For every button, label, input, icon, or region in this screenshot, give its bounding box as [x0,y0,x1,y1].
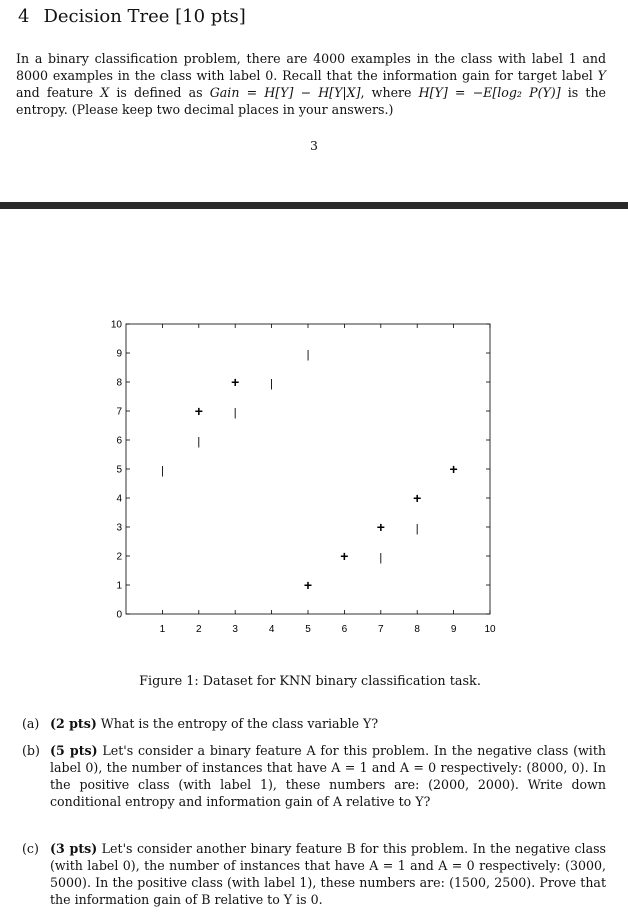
intro-text-4: , where [360,85,419,100]
section-title: Decision Tree [10 pts] [43,6,246,27]
x-tick-label: 10 [484,624,496,635]
y-tick-label: 2 [116,551,122,563]
question-b [22,742,606,810]
x-tick-label: 1 [159,624,166,635]
page-divider [0,202,628,209]
gain-formula: Gain = H[Y] − H[Y|X] [209,85,361,100]
plot-frame [126,324,490,614]
negative-point: | [415,523,419,535]
positive-point: + [303,577,313,593]
question-c-points: (3 pts) [50,841,98,856]
negative-point: | [233,407,237,419]
intro-paragraph [16,50,606,118]
question-a-label: (a) [22,716,40,731]
section-heading [18,6,246,27]
x-tick-label: 7 [378,624,384,635]
question-b-label: (b) [22,743,40,758]
entropy-formula: H[Y] = −E[log₂ P(Y)] [418,85,561,100]
intro-text-2: and feature [16,85,101,100]
question-a-text: What is the entropy of the class variable Y? [96,716,379,731]
var-y: Y [597,68,606,83]
y-tick-label: 0 [116,609,122,621]
intro-text-3: is defined as [109,85,210,100]
positive-point: + [449,461,458,477]
x-tick-label: 2 [196,624,202,635]
y-tick-label: 9 [116,348,122,360]
y-tick-label: 7 [116,406,122,418]
positive-point: + [340,548,349,564]
question-b-text: Let's consider a binary feature A for this problem. In the negative class (with label 0), the number of instances that have A = 1 and A = 0 respectively: (8000, 0). In the positive class (with label 1), these numbers are: (2000, 2000). Write down conditional entropy and information gain of A relative to Y? [50,743,606,809]
positive-point: + [376,519,385,535]
x-tick-label: 3 [232,624,238,635]
y-tick-label: 4 [116,493,122,505]
y-tick-label: 1 [116,580,122,592]
x-tick-label: 5 [305,624,311,635]
question-c [22,840,606,908]
x-tick-label: 4 [268,624,275,635]
y-tick-label: 6 [116,435,122,447]
x-tick-label: 8 [414,624,420,635]
negative-point: | [197,436,201,448]
figure-caption: Figure 1: Dataset for KNN binary classification task. [139,674,481,689]
positive-point: + [413,490,422,506]
page-number: 3 [310,138,318,153]
question-b-points: (5 pts) [50,743,98,758]
y-tick-label: 5 [116,464,122,476]
scatter-plot [96,312,516,642]
positive-point: + [231,374,240,390]
intro-text-1: In a binary classification problem, there are 4000 examples in the class with label 1 and 8000 examples in the class with label 0. Recall that the information gain for target label [16,51,606,83]
negative-point: | [379,552,383,564]
negative-point: | [270,378,274,390]
negative-point: | [306,349,310,361]
y-tick-label: 10 [110,319,122,331]
y-tick-label: 3 [116,522,122,534]
x-tick-label: 9 [450,624,457,635]
positive-point: + [194,403,203,419]
question-a [22,715,606,732]
y-tick-label: 8 [116,377,122,389]
section-number: 4 [18,6,30,27]
intro-text-5: is the entropy. (Please keep two decimal places in your answers.) [16,85,607,117]
negative-point: | [160,465,164,477]
var-x: X [100,85,110,100]
x-tick-label: 6 [341,624,348,635]
question-a-points: (2 pts) [50,716,97,731]
question-c-label: (c) [22,841,39,856]
question-c-text: Let's consider another binary feature B for this problem. In the negative class (with label 0), the number of instances that have A = 1 and A = 0 respectively: (3000, 5000). In the positive class (with label 1), these numbers are: (1500, 2500). Prove that the information gain of B relative to Y is 0. [50,841,607,907]
